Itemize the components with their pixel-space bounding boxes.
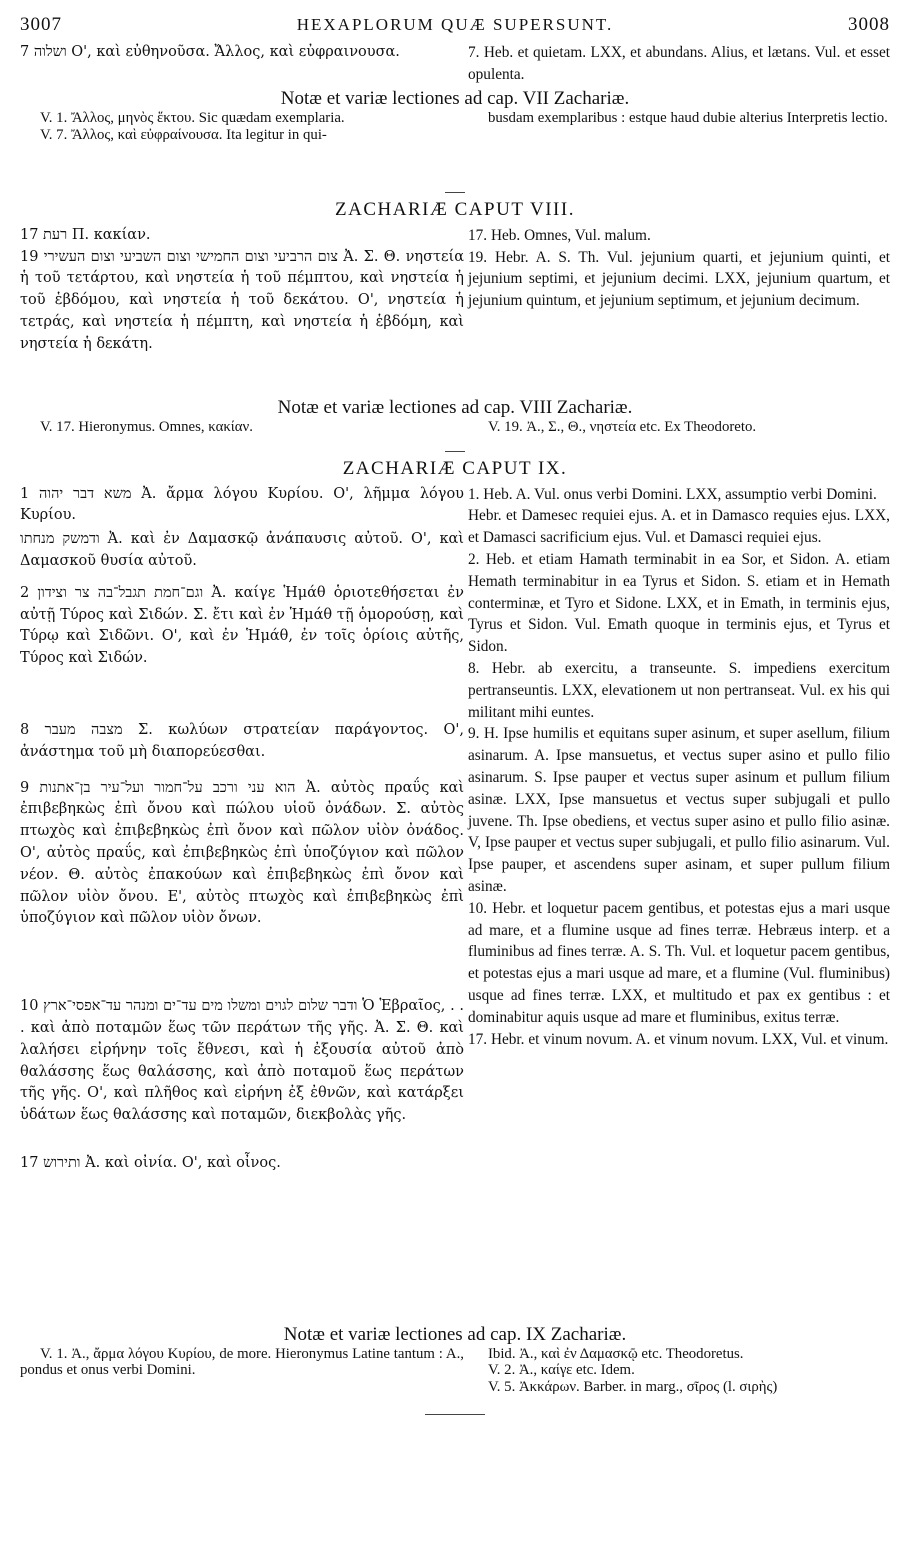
left-column-number: 3007 bbox=[20, 14, 62, 35]
chapter7-tail bbox=[20, 42, 890, 84]
ch9-v9-latin: 9. H. Ipse humilis et equitans super asinum, et super asellum, filium asinarum. A. Ipse mansuetus, et vectus super asino et pullo filio asinarum. S. Ipse pauper et vectus super asinum et pullum filium asinæ. LXX, Ipse mansuetus et vectus super subjugali et pullo juvene. Th. Ipse obediens, et vectus super asino et pullo filio asinæ. V, Ipse pauper et vectus super subjugali, et pullo filio asinarum. Vul. Ipse pauper, et ascendens super asinam, et super pullum filium asinæ. bbox=[468, 725, 890, 896]
note-7-v7: V. 7. Ἄλλος, καὶ εὐφραίνουσα. Ita legitur in qui- bbox=[40, 126, 327, 143]
note-9-v2: V. 2. Ἀ., καίγε etc. Idem. bbox=[488, 1362, 635, 1379]
running-header bbox=[20, 14, 890, 42]
ch9-v17-greek: 17 ותירוש Ἀ. καὶ οἰνία. O', καὶ οἶνος. bbox=[20, 1155, 281, 1172]
ch9-v2-latin: 2. Heb. et etiam Hamath terminabit in ea Sor, et Sidon. A. etiam Hemath terminabitur in ea Tyrus et Sidon. S. etiam et in Hemath conterminæ, et Tyro et Sidone. LXX, et in Emath, in terminis ejus, Tyrus et Sidon. Vul. Emath quoque in terminis ejus, et Tyrus et Sidon. bbox=[468, 551, 890, 656]
chapter9-heading: ZACHARIÆ CAPUT IX. bbox=[342, 457, 568, 479]
notes9-heading: Notæ et variæ lectiones ad cap. IX Zachariæ. bbox=[283, 1323, 627, 1345]
ch9-v1b-greek: ודמשק מנחתו Ἀ. καὶ ἐν Δαμασκῷ ἀνάπαυσις αὐτοῦ. O', καὶ Δαμασκοῦ θυσία αὐτοῦ. bbox=[20, 531, 464, 570]
note-8-v17: V. 17. Hieronymus. Omnes, κακίαν. bbox=[40, 418, 253, 435]
chapter8-heading: ZACHARIÆ CAPUT VIII. bbox=[335, 198, 575, 220]
chapter9-block bbox=[20, 484, 890, 1324]
section-divider bbox=[445, 192, 465, 193]
ch9-v1-greek: 1 משא דבר יהוה Ἀ. ἄρμα λόγου Κυρίου. O', λῆμμα λόγου Κυρίου. bbox=[20, 485, 464, 524]
note-8-v19: V. 19. Ἀ., Σ., Θ., νηστεία etc. Ex Theodoreto. bbox=[488, 418, 757, 435]
ch8-v19-greek: 19 צום הרביעי וצום החמישי וצום השביעי וצום העשירי Ἀ. Σ. Θ. νηστεία ἡ τοῦ τετάρτου, καὶ νηστεία ἡ τοῦ πέμπτου, καὶ νηστεία ἡ τοῦ ἑβδόμου, καὶ νηστεία ἡ τοῦ δεκάτου. O', νηστεία ἡ τετράς, καὶ νηστεία ἡ πέμπτη, καὶ νηστεία ἡ ἑβδόμη, καὶ νηστεία ἡ δεκάτη. bbox=[20, 248, 464, 352]
notes8-block bbox=[20, 419, 890, 445]
notes8-heading: Notæ et variæ lectiones ad cap. VIII Zachariæ. bbox=[277, 396, 633, 418]
note-9-v1: V. 1. Ἀ., ἄρμα λόγου Κυρίου, de more. Hieronymus Latine tantum : A., pondus et onus verbi Domini. bbox=[20, 1345, 464, 1379]
chapter8-block bbox=[20, 225, 890, 397]
notes7-heading: Notæ et variæ lectiones ad cap. VII Zachariæ. bbox=[280, 88, 630, 109]
note-9-v5: V. 5. Ἀκκάρων. Barber. in marg., σῖρος (l. σιρὴς) bbox=[488, 1379, 778, 1396]
ch9-v17-latin: 17. Hebr. et vinum novum. A. et vinum novum. LXX, Vul. et vinum. bbox=[468, 1030, 889, 1048]
note-7-continuation: busdam exemplaribus : estque haud dubie alterius Interpretis lectio. bbox=[488, 109, 888, 126]
ch9-v10-latin: 10. Hebr. et loquetur pacem gentibus, et potestas ejus a mari usque ad mare, et a flumine usque ad fines terræ. Hebræus interp. et a fluminibus ad fines terræ. A. S. Th. Vul. et loquetur pacem gentibus, et potestas ejus a mari usque ad mare, et a flumine (Vul. fluminibus) usque ad fines terræ. LXX, et multitudo et pax ex gentibus : et dominabitur aquis usque ad mare et fluminibus, exitus terræ. bbox=[468, 899, 890, 1026]
notes9-block bbox=[20, 1346, 890, 1406]
section-divider bbox=[445, 451, 465, 452]
note-7-v1: V. 1. Ἄλλος, μηνὸς ἕκτου. Sic quædam exemplaria. bbox=[40, 109, 345, 126]
ch9-v8-latin: 8. Hebr. ab exercitu, a transeunte. S. impediens exercitum pertranseuntis. LXX, elevationem ut non pertranseat. Vul. ex his qui militant mihi euntes. bbox=[468, 660, 890, 721]
ch9-v10-greek: 10 ודבר שלום לגוים ומשלו מים עד־ים ומנהר עד־אפסי־ארץ Ὁ Ἑβραῖος, . . . καὶ ἀπὸ ποταμῶν ἕως τῶν περάτων τῆς γῆς. Ἀ. Σ. Θ. καὶ λαλήσει εἰρήνην τοῖς ἔθνεσι, καὶ ἡ ἐξουσία αὐτοῦ ἀπὸ θαλάσσης ἕως θαλάσσης, καὶ ἀπὸ ποταμοῦ ἕως περάτων τῆς γῆς. O', καὶ πλῆθος καὶ εἰρήνη ἐξ ἐθνῶν, καὶ κατάρξει ὑδάτων ἕως θαλάσσης καὶ ποταμῶν, διεκβολὰς γῆς. bbox=[20, 998, 465, 1124]
ch9-v1-latin: 1. Heb. A. Vul. onus verbi Domini. LXX, assumptio verbi Domini. bbox=[468, 485, 877, 503]
ch9-v2-greek: 2 וגם־חמת תגבל־בה צר וצידון Ἀ. καίγε Ἡμάθ ὁριοτεθήσεται ἐν αὐτῇ Τύρος καὶ Σιδών. Σ. ἔτι καὶ ἐν Ἡμάθ τῇ ὁμορούσῃ, καὶ Τύρῳ καὶ Σιδῶνι. O', καὶ ἐν Ἡμάθ, ἐν τοῖς ὁρίοις αὐτῆς, Τύρος καὶ Σιδών. bbox=[20, 584, 464, 667]
ch9-v8-greek: 8 מצבה מעבר Σ. κωλύων στρατείαν παράγοντος. O', ἀνάστημα τοῦ μὴ διαπορεύεσθαι. bbox=[20, 722, 464, 760]
page-end-rule bbox=[425, 1414, 485, 1415]
right-column-number: 3008 bbox=[848, 14, 890, 35]
ch9-v9-greek: 9 הוא עני ורכב על־חמור ועל־עיר בן־אתנות Ἀ. αὐτὸς πραΰς καὶ ἐπιβεβηκὼς ἐπὶ ὄνου καὶ πώλου υἱοῦ ὀνάδων. Σ. αὐτὸς πτωχὸς καὶ ἐπιβεβηκὼς ἐπὶ ὄνον καὶ πῶλον υἱὸν ὀνάδος. O', αὐτὸς πραΰς, καὶ ἐπιβεβηκὼς ἐπὶ ὑποζύγιον καὶ πῶλον νέον. Θ. αὐτὸς ἐπακούων καὶ ἐπιβεβηκὼς ἐπὶ ὄνον καὶ πῶλον υἱὸν ὄνου. Ε', αὐτὸς πτωχὸς καὶ ἐπιβεβηκὼς ἐπὶ ὑποζύγιον καὶ πῶλον υἱὸν ὄνων. bbox=[20, 779, 465, 927]
notes7-block bbox=[20, 110, 890, 186]
note-9-ibid: Ibid. Ἀ., καὶ ἐν Δαμασκῷ etc. Theodoretus. bbox=[488, 1345, 744, 1362]
ch8-v17-latin: 17. Heb. Omnes, Vul. malum. bbox=[468, 226, 651, 244]
verse-7-greek: ושלוה 7 O', καὶ εὐθηνοῦσα. Ἄλλος, καὶ εὐφραινουσα. bbox=[20, 44, 400, 60]
running-title: HEXAPLORUM QUÆ SUPERSUNT. bbox=[296, 15, 614, 34]
verse-7-latin: 7. Heb. et quietam. LXX, et abundans. Alius, et lætans. Vul. et esset opulenta. bbox=[468, 44, 890, 83]
ch8-v17-greek: רעת 17 Π. κακίαν. bbox=[20, 226, 151, 243]
ch8-v19-latin: 19. Hebr. A. S. Th. Vul. jejunium quarti, et jejunium quinti, et jejunium septimi, et jejunium decimi. LXX, jejunium quartum, et jejunium quintum, et jejunium septimum, et jejunium decimum. bbox=[468, 248, 890, 310]
ch9-v1b-latin: Hebr. et Damesec requiei ejus. A. et in Damasco requies ejus. LXX, et Damasci sacrificium ejus. Vul. et Damasci requiei ejus. bbox=[468, 507, 890, 547]
